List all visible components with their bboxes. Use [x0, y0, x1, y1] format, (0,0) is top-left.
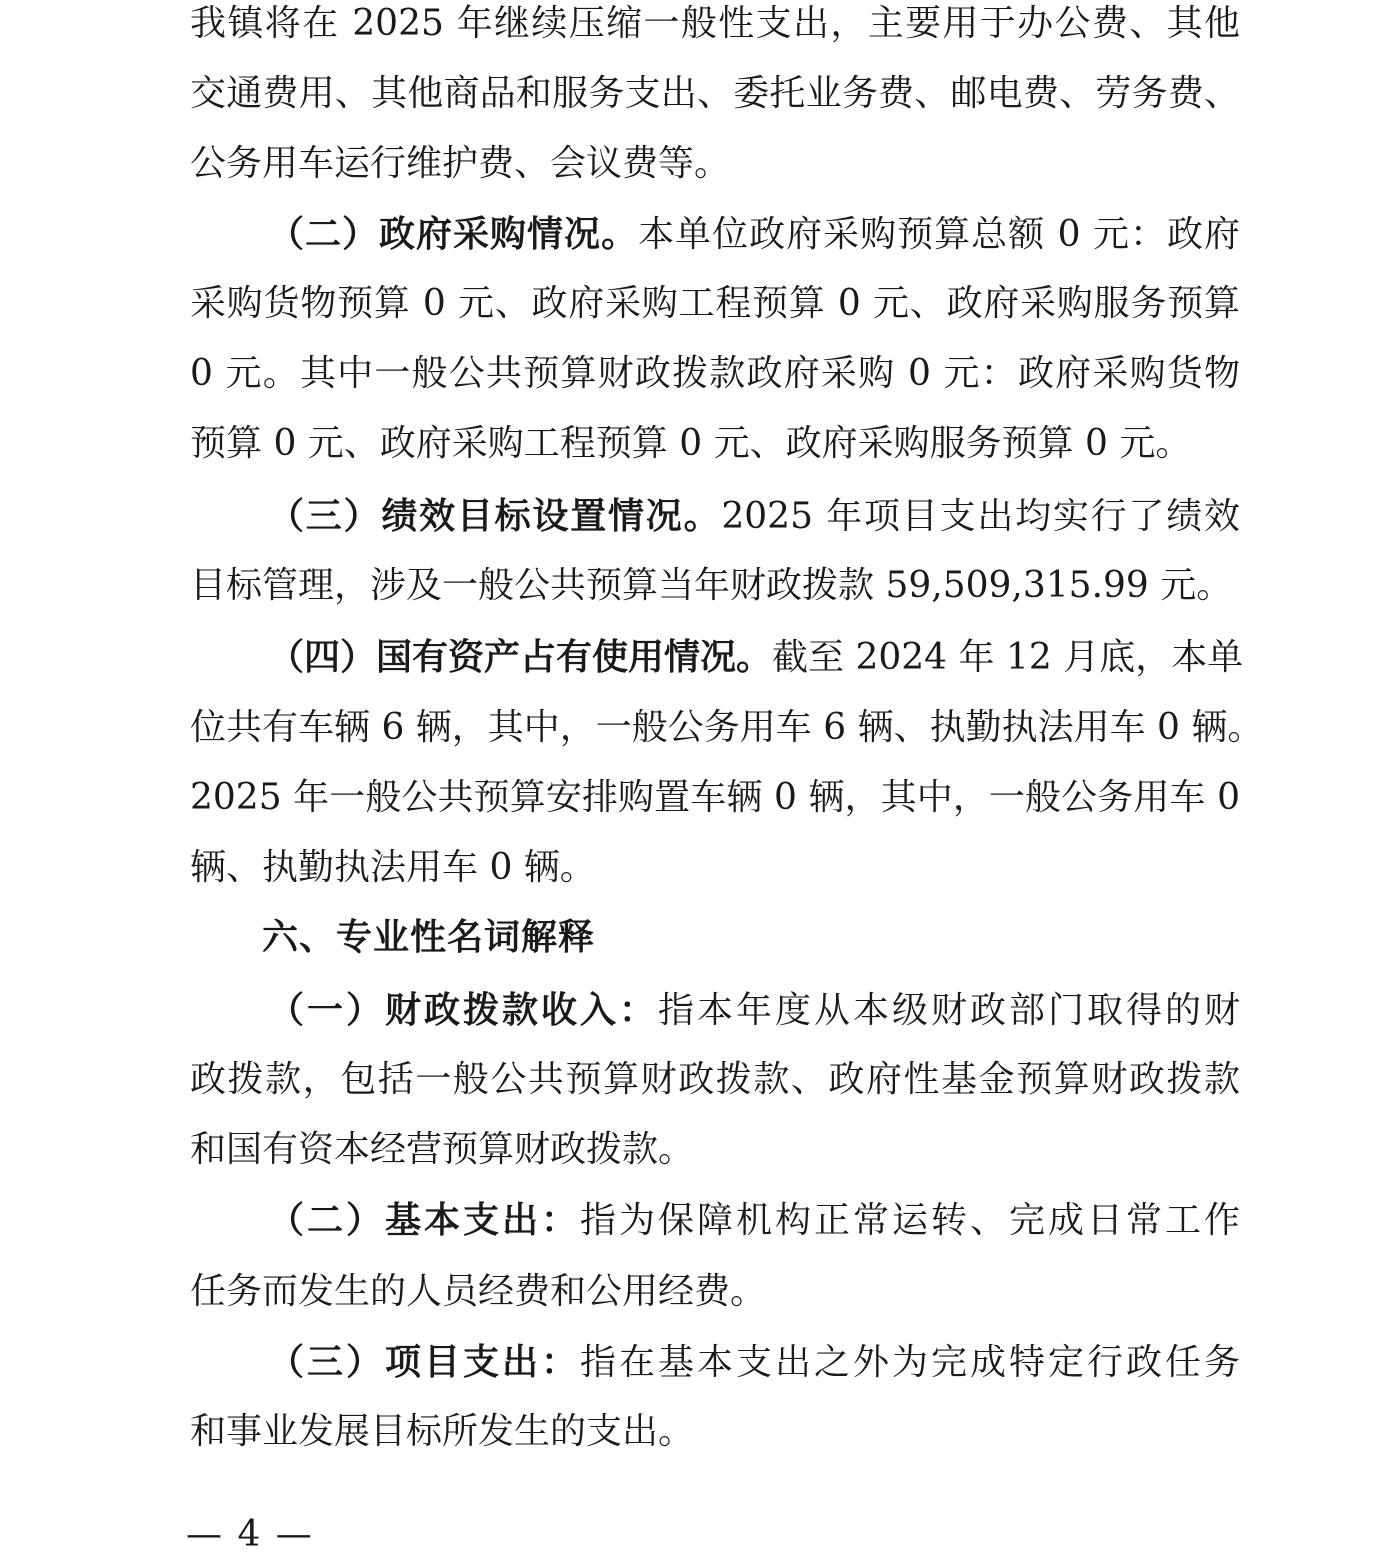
definition-first-line: [268, 1332, 1240, 1392]
paragraph-text: 2025 年项目支出均实行了绩效: [721, 496, 1240, 537]
definition-line: 政拨款，包括一般公共预算财政拨款、政府性基金预算财政拨款: [190, 1059, 1240, 1100]
definition-text: 指本年度从本级财政部门取得的财: [658, 990, 1240, 1031]
paragraph-line: 采购货物预算 0 元、政府采购工程预算 0 元、政府采购服务预算: [190, 283, 1240, 324]
paragraph-line: 0 元。其中一般公共预算财政拨款政府采购 0 元：政府采购货物: [190, 353, 1240, 394]
definition-line: 和国有资本经营预算财政拨款。: [190, 1129, 695, 1170]
definition-line: 任务而发生的人员经费和公用经费。: [190, 1271, 767, 1312]
paragraph-line: 2025 年一般公共预算安排购置车辆 0 辆，其中，一般公务用车 0: [190, 777, 1240, 818]
paragraph-text: 截至 2024 年 12 月底，本单: [772, 637, 1244, 678]
paragraph-text: 本单位政府采购预算总额 0 元：政府: [638, 214, 1240, 255]
section-heading: 六、专业性名词解释: [262, 917, 596, 958]
definition-first-line: [268, 980, 1240, 1040]
paragraph-line: 辆、执勤执法用车 0 辆。: [190, 847, 596, 888]
definition-first-line: [268, 1190, 1240, 1250]
paragraph-line: 目标管理，涉及一般公共预算当年财政拨款 59,509,315.99 元。: [190, 565, 1233, 606]
paragraph-lead: （二）政府采购情况。: [268, 213, 639, 255]
paragraph-line: 预算 0 元、政府采购工程预算 0 元、政府采购服务预算 0 元。: [190, 423, 1192, 464]
paragraph-line: 公务用车运行维护费、会议费等。: [190, 143, 731, 184]
paragraph-lead: （四）国有资产占有使用情况。: [268, 636, 773, 678]
paragraph-line: 我镇将在 2025 年继续压缩一般性支出，主要用于办公费、其他: [190, 3, 1240, 44]
definition-term: （三）项目支出：: [268, 1341, 580, 1383]
definition-text: 指为保障机构正常运转、完成日常工作: [580, 1200, 1240, 1241]
paragraph-first-line: [268, 204, 1240, 264]
definition-term: （二）基本支出：: [268, 1199, 580, 1241]
definition-line: 和事业发展目标所发生的支出。: [190, 1411, 695, 1452]
paragraph-first-line: [268, 486, 1240, 546]
page-number: — 4 —: [186, 1514, 314, 1555]
definition-text: 指在基本支出之外为完成特定行政任务: [580, 1342, 1240, 1383]
paragraph-line: 交通费用、其他商品和服务支出、委托业务费、邮电费、劳务费、: [190, 73, 1240, 114]
paragraph-line: 位共有车辆 6 辆，其中，一般公务用车 6 辆、执勤执法用车 0 辆。: [190, 707, 1264, 748]
paragraph-first-line: [268, 627, 1244, 687]
paragraph-lead: （三）绩效目标设置情况。: [268, 495, 722, 537]
definition-term: （一）财政拨款收入：: [268, 989, 658, 1031]
